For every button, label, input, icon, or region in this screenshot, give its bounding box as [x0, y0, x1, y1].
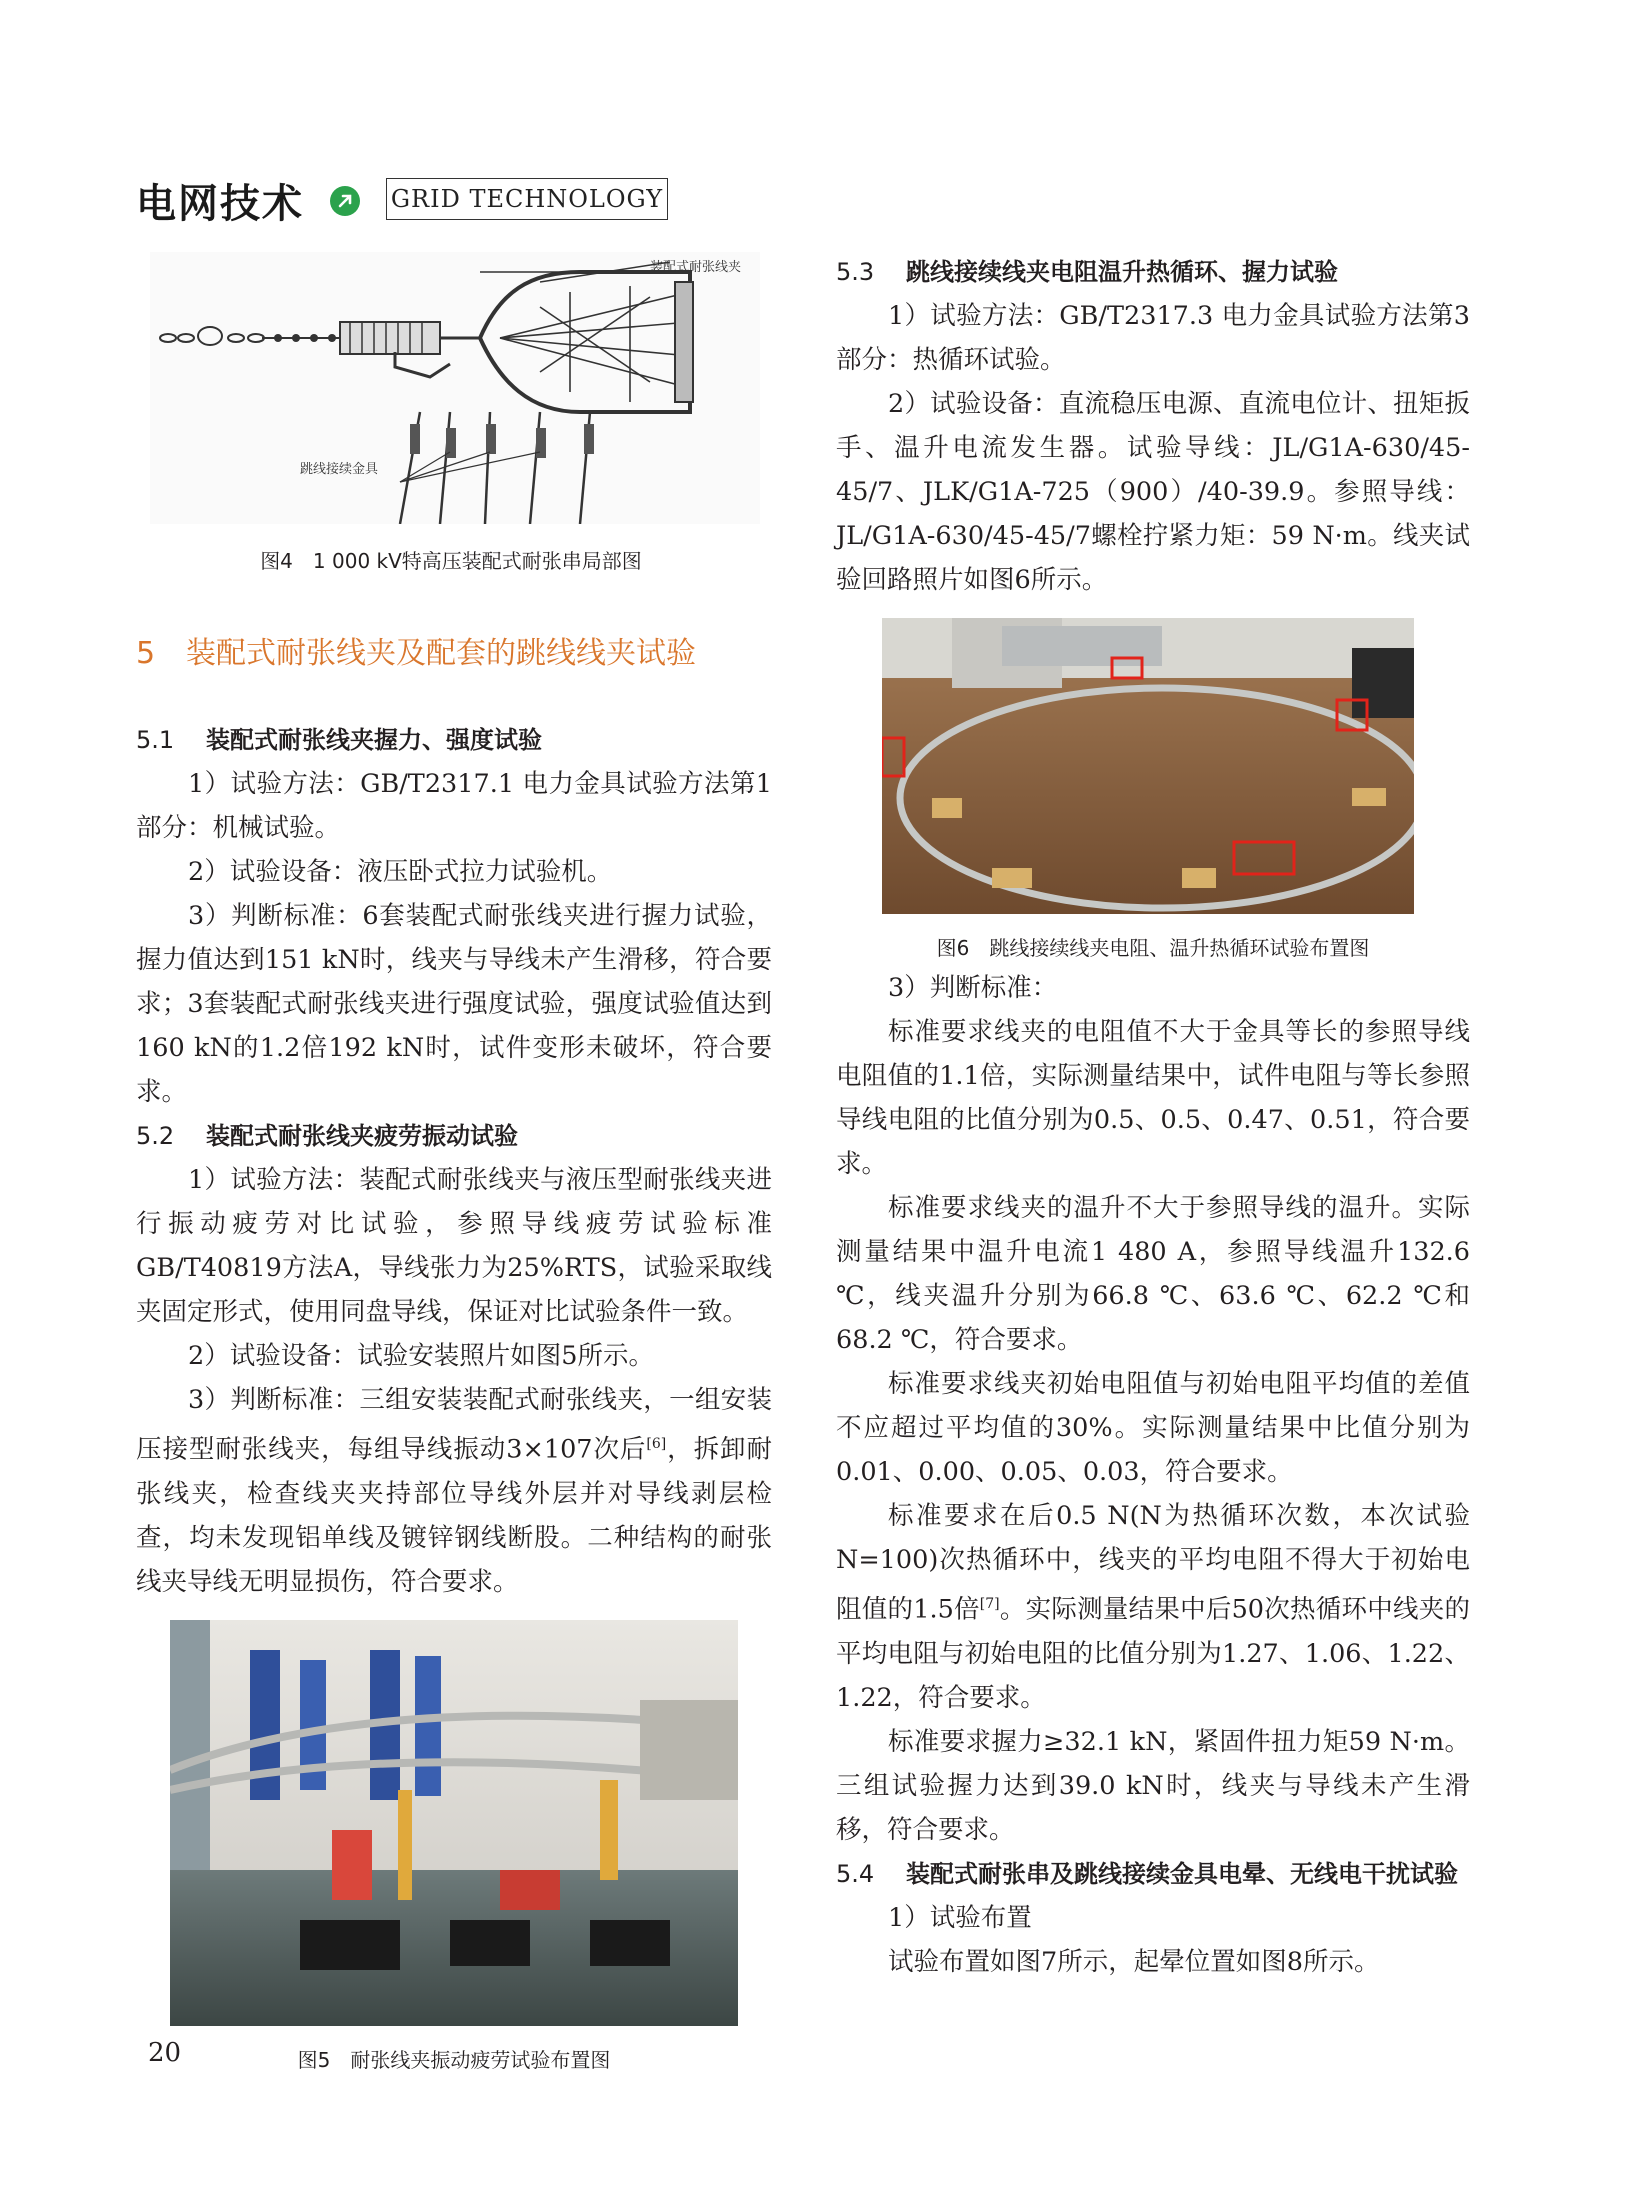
figure-6-photo [882, 618, 1414, 914]
figure-5-caption: 图5 耐张线夹振动疲劳试验布置图 [297, 2048, 611, 2072]
paragraph: 1）试验方法：GB/T2317.3 电力金具试验方法第3部分：热循环试验。 [836, 301, 1470, 375]
fig4-label-bottom: 跳线接续金具 [300, 462, 379, 477]
right-column-top [836, 250, 1470, 602]
paragraph: 3）判断标准： [888, 973, 1058, 1003]
figure-6-caption: 图6 跳线接续线夹电阻、温升热循环试验布置图 [936, 936, 1370, 960]
figure-4-diagram [150, 252, 760, 524]
paragraph: 1）试验方法：装配式耐张线夹与液压型耐张线夹进行振动疲劳对比试验，参照导线疲劳试验标准GB/T40819方法A，导线张力为25%RTS，试验采取线夹固定形式，使用同盘导线，保证对比试验条件一致。 [136, 1165, 772, 1327]
paragraph: 3）判断标准：6套装配式耐张线夹进行握力试验，握力值达到151 kN时，线夹与导线未产生滑移，符合要求；3套装配式耐张线夹进行强度试验，强度试验值达到160 kN的1.2倍192 kN时，试件变形未破坏，符合要求。 [136, 901, 772, 1107]
section-5-heading [136, 628, 796, 672]
figure-5-photo [170, 1620, 738, 2026]
subsection-5-3-heading: 5.3 跳线接续线夹电阻温升热循环、握力试验 [836, 258, 1338, 286]
left-column [136, 718, 772, 1604]
fig4-label-top: 装配式耐张线夹 [650, 260, 742, 275]
citation-ref: [6] [646, 1436, 667, 1452]
subsection-5-1-heading: 5.1 装配式耐张线夹握力、强度试验 [136, 726, 542, 754]
journal-title: 电网技术 [136, 181, 304, 227]
paragraph: 标准要求线夹的电阻值不大于金具等长的参照导线电阻值的1.1倍，实际测量结果中，试件电阻与等长参照导线电阻的比值分别为0.5、0.5、0.47、0.51，符合要求。 [836, 1017, 1470, 1179]
right-column-bottom [836, 966, 1470, 1984]
section-title: 装配式耐张线夹及配套的跳线线夹试验 [186, 636, 696, 671]
paragraph: 2）试验设备：液压卧式拉力试验机。 [188, 857, 613, 887]
subsection-5-2-heading: 5.2 装配式耐张线夹疲劳振动试验 [136, 1122, 518, 1150]
paragraph: 标准要求线夹初始电阻值与初始电阻平均值的差值不应超过平均值的30%。实际测量结果中比值分别为0.01、0.00、0.05、0.03，符合要求。 [836, 1369, 1470, 1487]
paragraph: 标准要求握力≥32.1 kN，紧固件扭力矩59 N·m。三组试验握力达到39.0 kN时，线夹与导线未产生滑移，符合要求。 [836, 1726, 1470, 1845]
paragraph: 试验布置如图7所示，起晕位置如图8所示。 [888, 1946, 1380, 1977]
paragraph: 1）试验方法：GB/T2317.1 电力金具试验方法第1部分：机械试验。 [136, 769, 772, 843]
paragraph: 2）试验设备：试验安装照片如图5所示。 [188, 1341, 654, 1371]
paragraph: 标准要求线夹的温升不大于参照导线的温升。实际测量结果中温升电流1 480 A，参照导线温升132.6 ℃，线夹温升分别为66.8 ℃、63.6 ℃、62.2 ℃和68.2 ℃，符合要求。 [836, 1193, 1470, 1355]
page-number: 20 [148, 2038, 182, 2068]
citation-ref: [7] [979, 1596, 1000, 1612]
journal-english-title: GRID TECHNOLOGY [386, 178, 668, 220]
paragraph: 1）试验布置 [888, 1902, 1032, 1933]
paragraph: 2）试验设备：直流稳压电源、直流电位计、扭矩扳手、温升电流发生器。试验导线：JL/G1A-630/45-45/7、JLK/G1A-725（900）/40-39.9。参照导线：JL/G1A-630/45-45/7螺栓拧紧力矩：59 N·m。线夹试验回路照片如图6所示。 [836, 389, 1470, 595]
arrow-circle-icon [330, 186, 360, 216]
section-number: 5 [136, 636, 156, 671]
subsection-5-4-heading: 5.4 装配式耐张串及跳线接续金具电晕、无线电干扰试验 [836, 1859, 1458, 1888]
figure-4-caption: 图4 1 000 kV特高压装配式耐张串局部图 [260, 549, 642, 573]
paragraph: 3）判断标准：三组安装装配式耐张线夹，一组安装压接型耐张线夹，每组导线振动3×107次后[6]，拆卸耐张线夹，检查线夹夹持部位导线外层并对导线剥层检查，均未发现铝单线及镀锌钢线断股。二种结构的耐张线夹导线无明显损伤，符合要求。 [136, 1385, 772, 1597]
paragraph: 标准要求在后0.5 N(N为热循环次数，本次试验N=100)次热循环中，线夹的平均电阻不得大于初始电阻值的1.5倍[7]。实际测量结果中后50次热循环中线夹的平均电阻与初始电阻的比值分别为1.27、1.06、1.22、1.22，符合要求。 [836, 1501, 1470, 1713]
